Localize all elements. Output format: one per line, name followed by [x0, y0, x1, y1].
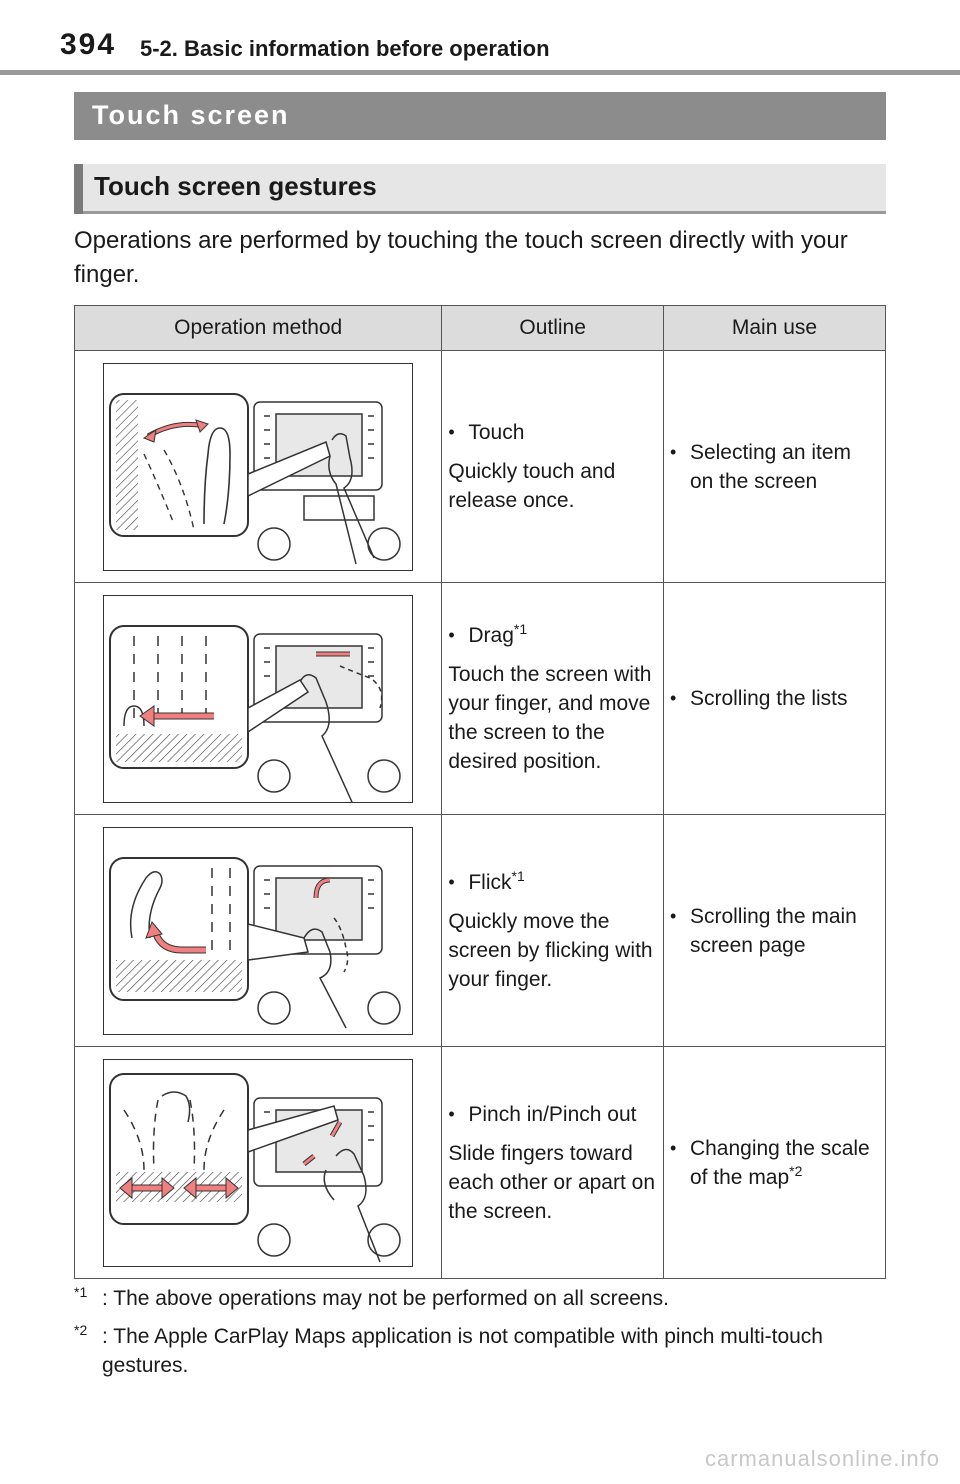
chapter-title: 5-2. Basic information before operation — [140, 36, 550, 61]
subsection-accent — [74, 164, 83, 214]
main-use-text: Scrolling the lists — [689, 687, 848, 710]
gesture-description: Touch the screen with your finger, and move the screen to the desired position. — [448, 663, 652, 773]
section-title: Touch screen — [92, 100, 290, 130]
illustration-cell — [75, 1047, 442, 1279]
outline-cell — [442, 351, 664, 583]
column-header-operation: Operation method — [75, 306, 442, 351]
touch-gesture-illustration — [103, 363, 413, 571]
illustration-cell — [75, 351, 442, 583]
table-row — [75, 815, 886, 1047]
subsection-heading — [74, 164, 886, 214]
footnote-text: : The above operations may not be performed on all screens. — [102, 1287, 669, 1310]
column-header-main-use: Main use — [663, 306, 885, 351]
bullet-icon: • — [669, 905, 677, 926]
gesture-name — [448, 1100, 657, 1129]
bullet-icon: • — [448, 422, 455, 442]
footnote-mark: *1 — [74, 1284, 88, 1300]
footnote-ref: *1 — [511, 867, 525, 884]
gesture-description: Quickly touch and release once. — [448, 460, 616, 512]
intro-paragraph: Operations are performed by touching the touch screen directly with your finger. — [74, 227, 848, 288]
table-row — [75, 1047, 886, 1279]
gesture-description: Slide fingers toward each other or apart on the screen. — [448, 1141, 655, 1223]
bullet-icon: • — [448, 871, 455, 892]
outline-cell — [442, 815, 664, 1047]
main-use-cell — [663, 815, 885, 1047]
main-use-text: Selecting an item on the screen — [689, 440, 852, 493]
page-header — [0, 0, 960, 80]
section-heading — [74, 92, 886, 140]
gesture-name — [448, 418, 657, 447]
main-use-text: Scrolling the main screen page — [689, 904, 857, 957]
bullet-icon: • — [669, 1137, 677, 1158]
bullet-icon: • — [669, 688, 677, 708]
watermark: carmanualsonline.info — [704, 1446, 940, 1471]
outline-cell — [442, 1047, 664, 1279]
footnote-ref: *2 — [789, 1162, 803, 1179]
bullet-icon: • — [448, 1103, 455, 1124]
gestures-table — [74, 305, 886, 1279]
page-number: 394 — [60, 28, 117, 61]
footnote-ref: *1 — [513, 621, 528, 637]
footnote-mark: *2 — [74, 1322, 88, 1338]
gesture-label: Drag — [468, 624, 514, 647]
gesture-name — [448, 621, 657, 650]
bullet-icon: • — [448, 625, 455, 645]
footnote — [74, 1284, 894, 1313]
drag-gesture-illustration — [103, 595, 413, 803]
header-divider — [0, 70, 960, 75]
table-row — [75, 583, 886, 815]
gesture-label: Touch — [468, 421, 525, 444]
illustration-cell — [75, 815, 442, 1047]
main-use-cell — [663, 583, 885, 815]
main-use-cell — [663, 351, 885, 583]
table-header-row — [75, 306, 886, 351]
subsection-title: Touch screen gestures — [94, 171, 377, 201]
gesture-name — [448, 868, 657, 897]
pinch-gesture-illustration — [103, 1059, 413, 1267]
column-header-outline: Outline — [442, 306, 664, 351]
gesture-label: Pinch in/Pinch out — [468, 1102, 637, 1126]
gesture-description: Quickly move the screen by flicking with your finger. — [448, 909, 653, 991]
gesture-label: Flick — [468, 870, 512, 894]
illustration-cell — [75, 583, 442, 815]
main-use-text: Changing the scale of the map — [689, 1136, 870, 1189]
flick-gesture-illustration — [103, 827, 413, 1035]
table-row — [75, 351, 886, 583]
outline-cell — [442, 583, 664, 815]
bullet-icon: • — [669, 441, 677, 462]
footnote — [74, 1322, 894, 1380]
main-use-cell — [663, 1047, 885, 1279]
footnote-text: : The Apple CarPlay Maps application is not compatible with pinch multi-touch gestures. — [102, 1325, 823, 1377]
